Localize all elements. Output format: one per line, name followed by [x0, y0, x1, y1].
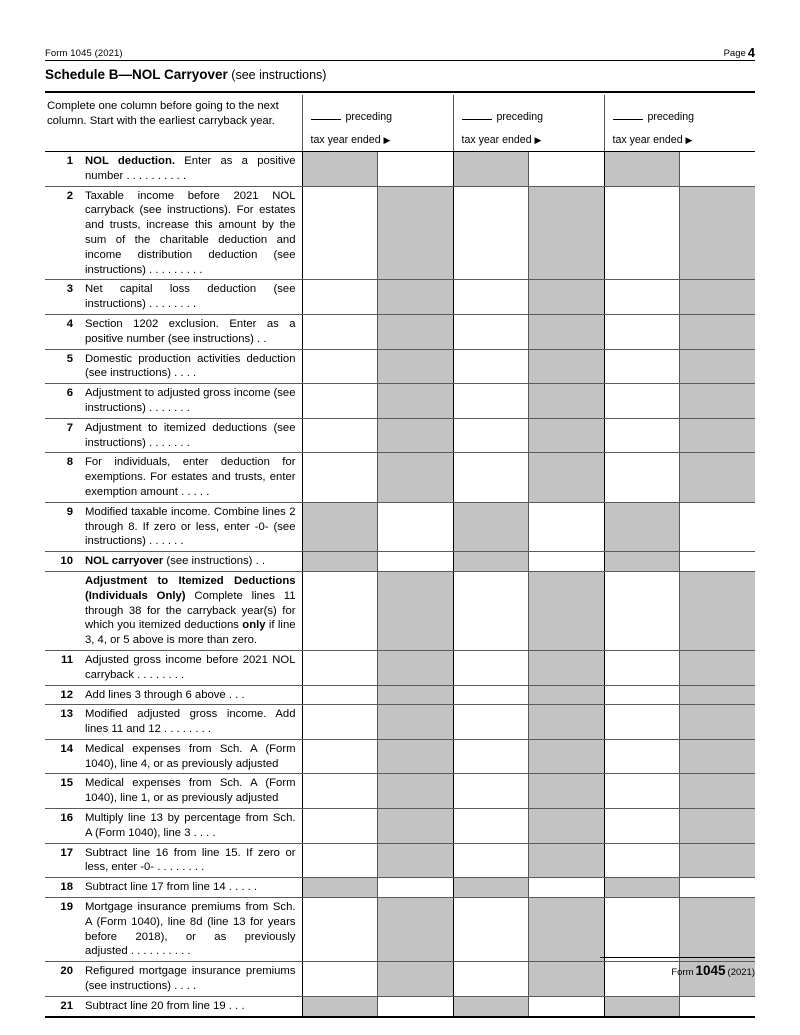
amount-cell-col1b [377, 705, 453, 740]
line-label-cell [45, 349, 302, 384]
amount-cell-col3a[interactable] [604, 418, 679, 453]
line-number: 20 [60, 965, 73, 978]
tax-year-ended-text-3: tax year ended [612, 134, 683, 146]
amount-cell-col3b [679, 571, 755, 650]
amount-cell-col3b [679, 280, 755, 315]
table-row [45, 453, 755, 502]
amount-cell-col1a[interactable] [302, 809, 377, 844]
schedule-rule [45, 91, 755, 93]
amount-cell-col3a [604, 502, 679, 551]
tax-year-ended-text-2: tax year ended [461, 134, 532, 146]
amount-cell-col3a [604, 152, 679, 187]
line-description: Multiply line 13 by percentage from Sch. A (Form 1040), line 3 . . . . [85, 812, 296, 839]
amount-cell-col2a[interactable] [453, 774, 528, 809]
year-blank-1[interactable] [311, 119, 341, 120]
amount-cell-col3a[interactable] [604, 384, 679, 419]
amount-cell-col3b [679, 705, 755, 740]
amount-cell-col3b[interactable] [679, 878, 755, 898]
footer-year: (2021) [727, 967, 755, 978]
line-description: NOL deduction. Enter as a positive number . . . . . . . . . . [85, 155, 296, 182]
amount-cell-col3a[interactable] [604, 685, 679, 705]
line-number: 6 [66, 387, 73, 400]
amount-cell-col2a[interactable] [453, 571, 528, 650]
amount-cell-col2a[interactable] [453, 349, 528, 384]
line-label-cell [45, 314, 302, 349]
amount-cell-col1b[interactable] [377, 878, 453, 898]
schedule-title-note: (see instructions) [227, 68, 327, 82]
arrow-icon-1: ▶ [383, 135, 391, 145]
amount-cell-col3a[interactable] [604, 705, 679, 740]
leader-dots: . . . . . . . . [133, 668, 185, 681]
line-number: 2 [66, 189, 73, 202]
year-column-header-1[interactable] [302, 95, 453, 152]
amount-cell-col2a[interactable] [453, 705, 528, 740]
table-row [45, 186, 755, 280]
leader-dots: . . . . . . . [145, 436, 190, 449]
table-row [45, 898, 755, 962]
table-row [45, 502, 755, 551]
line-number: 8 [66, 456, 73, 469]
line-description: Medical expenses from Sch. A (Form 1040), line 4, or as previously adjusted [85, 742, 296, 770]
amount-cell-col2b [528, 453, 604, 502]
tax-year-ended-text-1: tax year ended [310, 134, 381, 146]
amount-cell-col3b [679, 186, 755, 280]
line-description: Add lines 3 through 6 above . . . [85, 688, 245, 701]
amount-cell-col3a[interactable] [604, 898, 679, 962]
year-column-header-3[interactable] [604, 95, 755, 152]
amount-cell-col3b [679, 739, 755, 774]
schedule-title-main: Schedule B—NOL Carryover [45, 67, 228, 82]
leader-dots: . . . . . . . [145, 401, 190, 414]
table-row [45, 552, 755, 572]
line-label-cell [45, 843, 302, 878]
amount-cell-col3a[interactable] [604, 280, 679, 315]
amount-cell-col3b[interactable] [679, 996, 755, 1016]
preceding-year-entry-3[interactable] [613, 111, 695, 123]
line-description: Mortgage insurance premiums from Sch. A (Form 1040), line 8d (line 13 for years before 2018), or as previously adjusted . . . . . . . . . . [85, 901, 296, 958]
amount-cell-col1b [377, 843, 453, 878]
table-row [45, 843, 755, 878]
amount-cell-col2a[interactable] [453, 962, 528, 997]
line-label-cell [45, 280, 302, 315]
line-description: Subtract line 17 from line 14 . . . . . [85, 881, 258, 894]
line-label-cell [45, 571, 302, 650]
leader-dots: . . . . . . . . [145, 298, 197, 311]
preceding-label-1: preceding [345, 111, 393, 123]
leader-dots: . . . . . . . . [160, 723, 212, 736]
amount-cell-col1a[interactable] [302, 739, 377, 774]
amount-cell-col2a [453, 152, 528, 187]
table-row [45, 418, 755, 453]
amount-cell-col3a [604, 878, 679, 898]
amount-cell-col2b [528, 571, 604, 650]
line-label-cell [45, 552, 302, 572]
amount-cell-col1b[interactable] [377, 996, 453, 1016]
line-description: Subtract line 16 from line 15. If zero or less, enter -0- . . . . . . . . [85, 846, 296, 874]
table-header-row [45, 95, 755, 152]
amount-cell-col1a[interactable] [302, 898, 377, 962]
amount-cell-col2b [528, 843, 604, 878]
line-description: Adjusted gross income before 2021 NOL carryback . . . . . . . . [85, 653, 296, 681]
line-number: 7 [66, 421, 73, 434]
amount-cell-col2a[interactable] [453, 418, 528, 453]
line-description: Refigured mortgage insurance premiums (see instructions) . . . . [85, 965, 296, 993]
amount-cell-col3b [679, 774, 755, 809]
amount-cell-col2a[interactable] [453, 650, 528, 685]
line-label-cell [45, 384, 302, 419]
amount-cell-col2b[interactable] [528, 996, 604, 1016]
line-heading-bold: Adjustment to Itemized Deductions (Individuals Only) [85, 574, 296, 602]
line-description: Taxable income before 2021 NOL carryback (see instructions). For estates and trusts, increase this amount by the sum of the charitable deduction and income distribution deduction (see instructions) . . . . . . . . . [85, 189, 296, 276]
amount-cell-col1b [377, 774, 453, 809]
amount-cell-col3a[interactable] [604, 571, 679, 650]
amount-cell-col2a[interactable] [453, 898, 528, 962]
amount-cell-col1b[interactable] [377, 552, 453, 572]
amount-cell-col3a [604, 552, 679, 572]
line-label-cell [45, 809, 302, 844]
amount-cell-col1b [377, 650, 453, 685]
amount-cell-col1b [377, 571, 453, 650]
amount-cell-col3a [604, 996, 679, 1016]
amount-cell-col1a [302, 552, 377, 572]
line-label-cell [45, 152, 302, 187]
line-description: For individuals, enter deduction for exemptions. For estates and trusts, enter exemption amount . . . . . [85, 456, 296, 498]
amount-cell-col2b [528, 418, 604, 453]
amount-cell-col2a[interactable] [453, 453, 528, 502]
line-number: 19 [60, 901, 73, 914]
amount-cell-col3a[interactable] [604, 453, 679, 502]
leader-dots: . . . [225, 688, 245, 701]
line-description: Medical expenses from Sch. A (Form 1040), line 1, or as previously adjusted [85, 777, 296, 805]
line-label-cell [45, 705, 302, 740]
page-header [45, 44, 755, 59]
preceding-year-entry-2[interactable] [462, 111, 544, 123]
amount-cell-col3a[interactable] [604, 650, 679, 685]
amount-cell-col3b [679, 685, 755, 705]
line-number: 18 [60, 881, 73, 894]
line-label-cell [45, 739, 302, 774]
line-label-cell [45, 502, 302, 551]
amount-cell-col1b [377, 280, 453, 315]
line-bold-prefix: NOL deduction. [85, 155, 175, 167]
amount-cell-col3a[interactable] [604, 962, 679, 997]
amount-cell-col2a[interactable] [453, 843, 528, 878]
amount-cell-col1a[interactable] [302, 962, 377, 997]
amount-cell-col1a[interactable] [302, 685, 377, 705]
amount-cell-col2b [528, 349, 604, 384]
amount-cell-col1b [377, 898, 453, 962]
table-body [45, 95, 755, 1017]
amount-cell-col3a[interactable] [604, 349, 679, 384]
amount-cell-col1b [377, 186, 453, 280]
amount-cell-col1b [377, 809, 453, 844]
leader-dots: . . . . . [225, 881, 258, 894]
tax-year-ended-label-2 [462, 134, 542, 146]
amount-cell-col1a[interactable] [302, 453, 377, 502]
amount-cell-col3b [679, 809, 755, 844]
tax-year-ended-label-3 [613, 134, 693, 146]
amount-cell-col2a[interactable] [453, 280, 528, 315]
page-label: Page [723, 48, 746, 59]
amount-cell-col1a [302, 152, 377, 187]
line-description: Domestic production activities deduction (see instructions) . . . . [85, 352, 296, 380]
line-label-cell [45, 878, 302, 898]
leader-dots: . . [252, 555, 266, 568]
line-bold-prefix: NOL carryover [85, 555, 164, 568]
amount-cell-col1b [377, 453, 453, 502]
leader-dots: . . . . . [177, 485, 210, 498]
table-row [45, 996, 755, 1016]
amount-cell-col1b[interactable] [377, 502, 453, 551]
amount-cell-col1b [377, 739, 453, 774]
leader-dots: . . . . . . . . . [145, 263, 203, 276]
amount-cell-col3a[interactable] [604, 774, 679, 809]
amount-cell-col1a[interactable] [302, 650, 377, 685]
line-label-cell [45, 996, 302, 1016]
preceding-label-2: preceding [496, 111, 544, 123]
amount-cell-col3b [679, 650, 755, 685]
line-number: 12 [60, 688, 73, 701]
table-row [45, 571, 755, 650]
line-number: 4 [66, 317, 73, 330]
line-number: 21 [60, 999, 73, 1012]
amount-cell-col2a[interactable] [453, 314, 528, 349]
amount-cell-col1a[interactable] [302, 384, 377, 419]
footer-rule [600, 957, 755, 958]
table-row [45, 962, 755, 997]
leader-dots: . . . . [171, 367, 197, 380]
leader-dots: . . . . . . [145, 535, 184, 548]
amount-cell-col2b [528, 898, 604, 962]
table-row [45, 809, 755, 844]
line-number: 5 [66, 352, 73, 365]
amount-cell-col1b [377, 962, 453, 997]
amount-cell-col2a [453, 552, 528, 572]
year-blank-3[interactable] [613, 119, 643, 120]
schedule-title [45, 67, 326, 82]
amount-cell-col1a[interactable] [302, 314, 377, 349]
tax-year-ended-label-1 [311, 134, 391, 146]
amount-cell-col2a[interactable] [453, 685, 528, 705]
amount-cell-col1a [302, 502, 377, 551]
line-number: 14 [60, 742, 73, 755]
table-row [45, 878, 755, 898]
nol-carryover-table [45, 95, 755, 1018]
line-label-cell [45, 774, 302, 809]
amount-cell-col3b [679, 898, 755, 962]
amount-cell-col1a[interactable] [302, 418, 377, 453]
line-description: Section 1202 exclusion. Enter as a positive number (see instructions) . . [85, 317, 296, 345]
amount-cell-col3b [679, 314, 755, 349]
amount-cell-col2b [528, 809, 604, 844]
amount-cell-col2b[interactable] [528, 552, 604, 572]
amount-cell-col2a [453, 878, 528, 898]
amount-cell-col1a[interactable] [302, 280, 377, 315]
line-label-cell [45, 898, 302, 962]
amount-cell-col3b [679, 843, 755, 878]
amount-cell-col2b[interactable] [528, 878, 604, 898]
amount-cell-col1a[interactable] [302, 843, 377, 878]
leader-dots: . . . . . . . . . . [123, 169, 187, 182]
line-description: Modified taxable income. Combine lines 2 through 8. If zero or less, enter -0- (see instructions) . . . . . . [85, 505, 296, 548]
table-row [45, 314, 755, 349]
page-indicator [724, 44, 755, 59]
line-label-cell [45, 453, 302, 502]
table-row [45, 152, 755, 187]
line-label-cell [45, 962, 302, 997]
amount-cell-col2b [528, 774, 604, 809]
amount-cell-col1b [377, 384, 453, 419]
line-number: 1 [66, 155, 73, 167]
amount-cell-col3b[interactable] [679, 552, 755, 572]
amount-cell-col1b [377, 418, 453, 453]
line-label-cell [45, 186, 302, 280]
amount-cell-col2b [528, 280, 604, 315]
amount-cell-col1b [377, 685, 453, 705]
line-number: 15 [60, 777, 73, 790]
amount-cell-col3a[interactable] [604, 809, 679, 844]
amount-cell-col3b[interactable] [679, 152, 755, 187]
line-emphasis-only: only [242, 619, 266, 632]
year-blank-2[interactable] [462, 119, 492, 120]
table-row [45, 739, 755, 774]
amount-cell-col1a[interactable] [302, 571, 377, 650]
amount-cell-col1a [302, 878, 377, 898]
footer-form-word: Form [671, 967, 694, 978]
amount-cell-col3b [679, 418, 755, 453]
amount-cell-col3a[interactable] [604, 186, 679, 280]
line-description: Adjustment to Itemized Deductions (Individuals Only) Complete lines 11 through 38 for the carryback year(s) for which you itemized deductions only if line 3, 4, or 5 above is more than zero. [85, 574, 296, 647]
line-number: 11 [61, 653, 73, 666]
amount-cell-col3a[interactable] [604, 843, 679, 878]
line-description: Adjustment to adjusted gross income (see instructions) . . . . . . . [85, 387, 296, 414]
amount-cell-col2b [528, 962, 604, 997]
table-row [45, 280, 755, 315]
leader-dots: . . . . . . . . [154, 861, 205, 874]
line-description: Modified adjusted gross income. Add lines 11 and 12 . . . . . . . . [85, 708, 296, 736]
amount-cell-col2b [528, 314, 604, 349]
amount-cell-col2a[interactable] [453, 186, 528, 280]
amount-cell-col2b [528, 384, 604, 419]
leader-dots: . . . [225, 999, 245, 1012]
amount-cell-col2a[interactable] [453, 739, 528, 774]
footer-form-number: 1045 [695, 963, 726, 978]
line-description: Adjustment to itemized deductions (see instructions) . . . . . . . [85, 421, 296, 449]
amount-cell-col2b [528, 705, 604, 740]
amount-cell-col1a[interactable] [302, 186, 377, 280]
arrow-icon-2: ▶ [534, 135, 542, 145]
line-description: NOL carryover (see instructions) . . [85, 555, 266, 568]
table-row [45, 685, 755, 705]
table-row [45, 705, 755, 740]
line-label-cell [45, 650, 302, 685]
amount-cell-col2b[interactable] [528, 152, 604, 187]
line-number: 13 [60, 708, 73, 721]
line-number: 10 [60, 555, 73, 568]
amount-cell-col2a [453, 996, 528, 1016]
table-row [45, 650, 755, 685]
leader-dots: . . . . [190, 826, 216, 839]
table-row [45, 349, 755, 384]
table-row [45, 384, 755, 419]
amount-cell-col2a [453, 502, 528, 551]
amount-cell-col3a[interactable] [604, 739, 679, 774]
year-column-header-2[interactable] [453, 95, 604, 152]
line-description: Subtract line 20 from line 19 . . . [85, 999, 245, 1012]
line-number: 16 [60, 812, 73, 825]
line-number: 9 [66, 505, 73, 518]
table-intro-text: Complete one column before going to the next column. Start with the earliest carryback year. [45, 95, 302, 152]
header-rule [45, 60, 755, 61]
preceding-year-entry-1[interactable] [311, 111, 393, 123]
amount-cell-col1a[interactable] [302, 705, 377, 740]
line-label-cell [45, 418, 302, 453]
table-row [45, 774, 755, 809]
amount-cell-col1a[interactable] [302, 774, 377, 809]
line-number: 3 [66, 283, 73, 296]
amount-cell-col3b [679, 453, 755, 502]
line-label-cell [45, 685, 302, 705]
line-description: Net capital loss deduction (see instructions) . . . . . . . . [85, 283, 296, 311]
amount-cell-col3b [679, 349, 755, 384]
preceding-label-3: preceding [647, 111, 695, 123]
amount-cell-col2b[interactable] [528, 502, 604, 551]
page-footer [671, 963, 755, 978]
amount-cell-col1b [377, 314, 453, 349]
page-number: 4 [747, 45, 755, 60]
leader-dots: . . . . . . . . . . [127, 945, 191, 958]
amount-cell-col2b [528, 186, 604, 280]
form-identifier: Form 1045 (2021) [45, 48, 123, 59]
amount-cell-col2b [528, 739, 604, 774]
amount-cell-col3b [679, 384, 755, 419]
amount-cell-col2b [528, 685, 604, 705]
amount-cell-col1a[interactable] [302, 349, 377, 384]
amount-cell-col1b [377, 349, 453, 384]
amount-cell-col1b[interactable] [377, 152, 453, 187]
leader-dots: . . . . [171, 980, 197, 993]
amount-cell-col2b [528, 650, 604, 685]
amount-cell-col2a[interactable] [453, 384, 528, 419]
amount-cell-col3b[interactable] [679, 502, 755, 551]
arrow-icon-3: ▶ [685, 135, 693, 145]
amount-cell-col2a[interactable] [453, 809, 528, 844]
leader-dots: . . [253, 332, 267, 345]
line-number: 17 [60, 846, 73, 859]
amount-cell-col3a[interactable] [604, 314, 679, 349]
amount-cell-col1a [302, 996, 377, 1016]
